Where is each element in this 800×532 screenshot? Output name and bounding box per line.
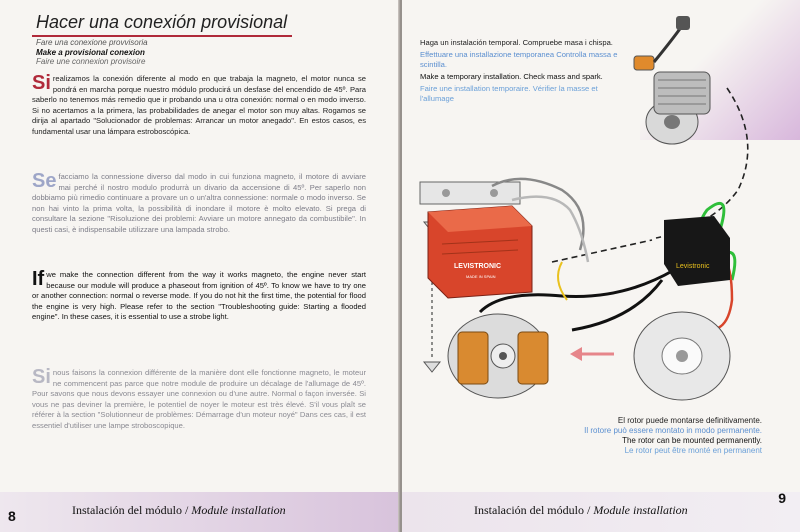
subtitle-italian: Fare una conexione provvisoria [36,38,148,47]
caption-french: Le rotor peut être monté en permanent [624,446,762,455]
paragraph-spanish [32,74,366,137]
dropcap: Si [32,72,51,94]
levistronic-box [664,216,730,286]
paragraph-text: we make the connection different from the way it works magneto, the engine never start because our module will produce a phaseout from ignition of 45º. To know we have to try one or another connection: normal o reverse mode. If you do not hit the first time, the potential for flood the engine is very high. Please refer to the section "Troubleshooting guide: Starting a flooded engine". In these cases, it is essential to use a strobe light. [32,270,366,321]
instruction-italian: Effettuare una installazione temporanea Controlla massa e scintilla. [420,50,618,69]
rotor-icon [634,312,730,400]
arrow-head-icon [570,347,582,361]
levistronic-module [428,206,532,298]
page-title: Hacer una conexión provisional [36,12,288,32]
footer-english: Module installation [593,503,688,517]
footer-separator: / [184,503,189,517]
footer-separator: / [586,503,591,517]
subtitles [36,38,148,67]
subtitle-french: Faire une connexion provisoire [36,57,146,66]
box-label: Levistronic [676,263,710,270]
caption-italian: Il rotore può essere montato in modo permanente. [584,426,762,435]
page-number: 8 [8,508,16,524]
footer-spanish: Instalación del módulo [474,503,584,517]
paragraph-text: nous faisons la connexion différente de la manière dont elle fonctionne magneto, le moteur ne commencent pas parce que notre module de produire un décalage de l'allumage de 45º. Pour savons que nous devons essayer une connexion ou d'une autre. Normal o façon inversée. Si vous ne pas deviner la première, le potentiel de noyer le moteur est très élevé. S'il vous plaît se référer à la section "Solutionneur de problèmes: Démarrage d'un moteur noyé" Dans ces cas, il est essentiel d'utiliser une lampe stroboscopique. [32,368,366,430]
paragraph-english [32,270,366,323]
stator-icon [448,314,548,398]
black-wire-2 [572,280,662,330]
caption-spanish: El rotor puede montarse definitivamente. [617,416,762,425]
instruction-bottom [462,416,762,456]
dropcap: Si [32,366,51,388]
title-rule [32,35,292,37]
instruction-english: Make a temporary installation. Check mass and spark. [420,72,603,81]
module-sublabel: MADE IN SPAIN [466,274,496,279]
footer-title [72,503,286,518]
module-label: LEVISTRONIC [454,263,502,270]
paragraph-french [32,368,366,431]
ground-symbol-icon [424,362,440,372]
engine-icon [634,16,710,144]
caption-english: The rotor can be mounted permanently. [622,436,762,445]
instruction-spanish: Haga un instalación temporal. Compruebe masa i chispa. [420,38,613,47]
dashed-wire-module [552,240,652,262]
footer-spanish: Instalación del módulo [72,503,182,517]
instruction-french: Faire une installation temporaire. Vérifier la masse et l'allumage [420,84,598,103]
right-page [402,0,800,532]
subtitle-english: Make a provisional conexion [36,47,145,57]
footer-english: Module installation [191,503,286,517]
dropcap: Se [32,170,57,192]
paragraph-text: facciamo la connessione diverso dal modo in cui funziona magneto, il motore di avviare mai perché il nostro modulo produrrà un divario da accensione di 45º. Per saperlo non dobbiamo più rimedio continuare a provare un o un'altra connessione: normale o modo inverso. Se non hai vinto la prima volta, la possibilità di inondare il motore è molto elevato. Si prega di consultare la sezione "Risoluzione dei problemi: Avviare un motore annegato da combustibile". In questi casi, è indispensabile utilizzare una lampada strobo. [32,172,366,234]
paragraph-text: realizamos la conexión diferente al modo en que trabaja la magneto, el motor nunca se pondrá en marcha porque nuestro módulo producirá un desfase del encendido de 45º. Para saberlo no tenemos más remedio que ir probando una u otra conexión: normal o en modo inverso. Si no acertamos a la primera, las probabilidades de anegar el motor son muy altas. Rogamos se dirija al apartado "Solucionador de problemas: Arrancar un motor anegado". En estos casos, es fundamental usar una lámpara estroboscópica. [32,74,366,136]
footer-title [474,503,688,518]
paragraph-italian [32,172,366,235]
page-number: 9 [778,490,786,506]
module-bracket [420,182,520,204]
dropcap: If [32,268,45,290]
